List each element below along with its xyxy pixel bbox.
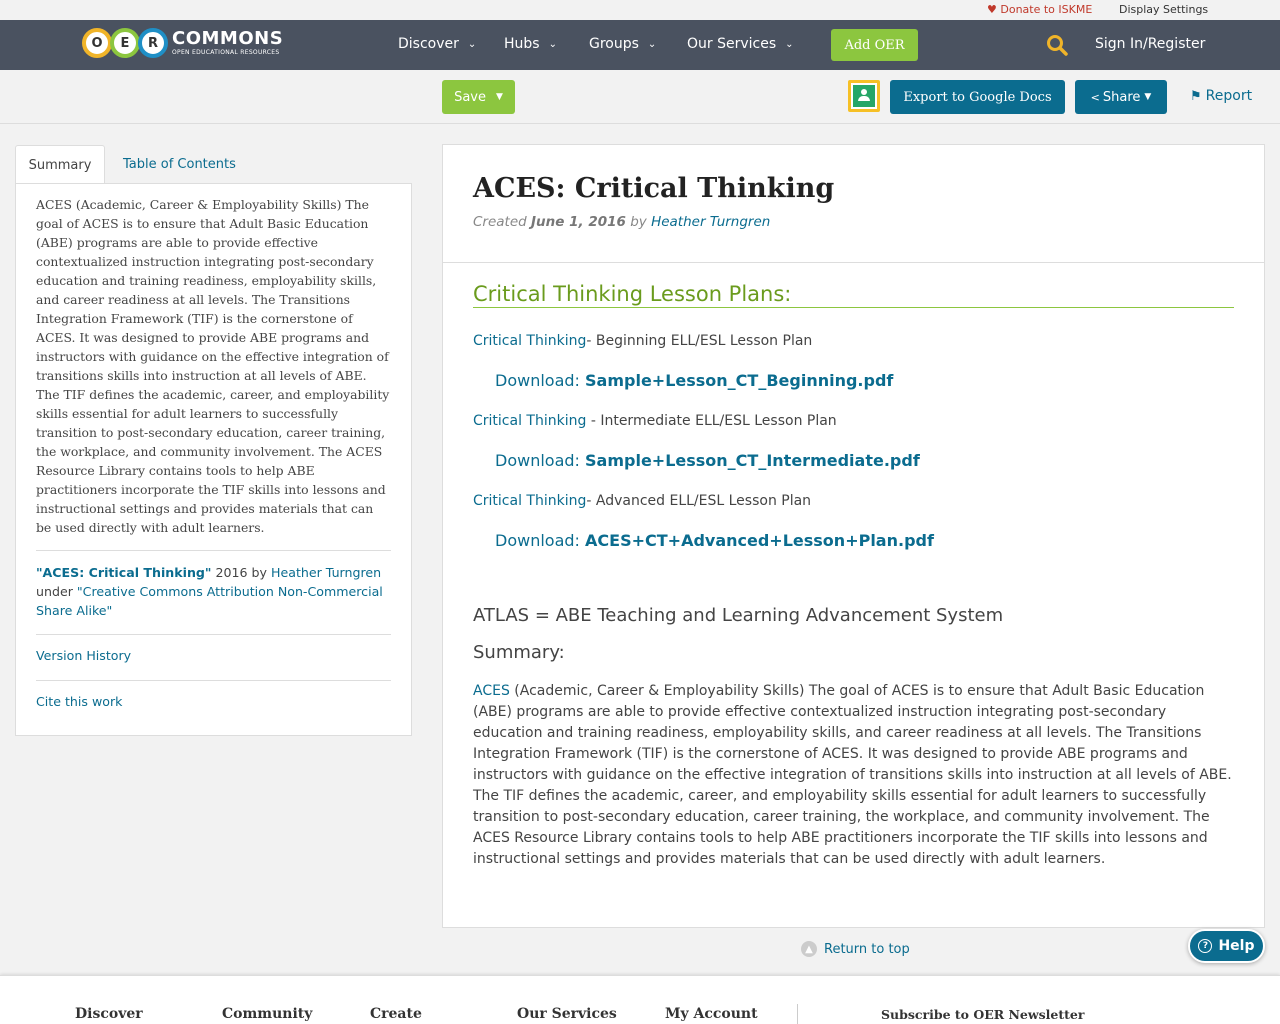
donate-label: Donate to ISKME [1000, 3, 1093, 16]
lesson-text: - Advanced ELL/ESL Lesson Plan [586, 493, 812, 509]
download-file-link[interactable]: Sample+Lesson_CT_Intermediate.pdf [585, 451, 920, 470]
share-label: Share [1102, 89, 1141, 105]
atlas-heading: ATLAS = ABE Teaching and Learning Advancement System [473, 605, 1004, 626]
tab-summary[interactable]: Summary [15, 145, 105, 185]
lesson-text: - Intermediate ELL/ESL Lesson Plan [586, 413, 837, 429]
nav-hubs[interactable] [504, 36, 557, 52]
summary-text [473, 681, 1237, 870]
oer-commons-logo[interactable] [82, 25, 283, 61]
sidebar-summary-text: ACES (Academic, Career & Employability Skills) The goal of ACES is to ensure that Adult Basic Education (ABE) programs are able to provide effective contextualized instruction integrating post-secondary education and training readiness, employability skills, and career readiness at all levels. The Transitions Integration Framework (TIF) is the cornerstone of ACES. It was designed to provide ABE programs and instructors with guidance on the effective integration of transitions skills into instruction at all levels of ABE. The TIF defines the academic, career, and employability skills essential for adult learners to successfully transition to post-secondary education, career training, the workplace, and community involvement. The ACES Resource Library contains tools to help ABE practitioners incorporate the TIF skills into lessons and instructional settings and provides materials that can be used directly with adult learners. [36, 197, 390, 535]
share-icon: < [1090, 90, 1100, 104]
nav-discover-label: Discover [398, 36, 459, 52]
sidebar [15, 145, 412, 736]
lesson-link[interactable]: Critical Thinking [473, 333, 587, 349]
footer-create[interactable]: Create [370, 1006, 422, 1022]
share-button[interactable] [1075, 80, 1167, 114]
section-heading: Critical Thinking Lesson Plans: [473, 282, 1234, 308]
display-settings-link[interactable]: Display Settings [1119, 3, 1209, 16]
resource-content [442, 144, 1265, 928]
chevron-down-icon: ⌄ [548, 38, 557, 50]
attribution-license-link[interactable]: "Creative Commons Attribution Non-Commercial Share Alike" [36, 584, 383, 618]
divider [36, 634, 391, 635]
nav-discover[interactable] [398, 36, 476, 52]
lesson-item [473, 333, 812, 349]
sidebar-panel [15, 183, 412, 736]
heart-icon: ♥ [987, 3, 997, 16]
caret-down-icon: ▼ [496, 92, 503, 102]
report-link[interactable] [1190, 88, 1252, 104]
arrow-up-icon: ▲ [801, 941, 817, 957]
tab-table-of-contents[interactable]: Table of Contents [123, 157, 236, 172]
footer-my-account[interactable]: My Account [665, 1006, 758, 1022]
lesson-text: - Beginning ELL/ESL Lesson Plan [586, 333, 813, 349]
summary-body: (Academic, Career & Employability Skills) The goal of ACES is to ensure that Adult Basic Education (ABE) programs are able to provide effective contextualized instruction integrating post-secondary education and training readiness, employability skills, and career readiness at all levels. The Transitions Integration Framework (TIF) is the cornerstone of ACES. It was designed to provide ABE programs and instructors with guidance on the effective integration of transitions skills into instruction at all levels of ABE. The TIF defines the academic, career, and employability skills essential for adult learners to successfully transition to post-secondary education, career training, the workplace, and community involvement. The ACES Resource Library contains tools to help ABE practitioners incorporate the TIF skills into lessons and instructional settings and provides materials that can be used directly with adult learners. [473, 683, 1232, 867]
question-icon: ? [1198, 939, 1212, 953]
nav-hubs-label: Hubs [504, 36, 540, 52]
lesson-item [473, 413, 837, 429]
logo-wordmark [172, 30, 283, 56]
return-to-top-link[interactable] [801, 941, 910, 957]
donate-link[interactable] [987, 3, 1092, 16]
export-google-docs-button[interactable]: Export to Google Docs [890, 80, 1065, 114]
cite-work-link[interactable]: Cite this work [36, 694, 123, 709]
lesson-item [473, 493, 811, 509]
footer-discover[interactable]: Discover [75, 1006, 143, 1022]
attribution-author-link[interactable]: Heather Turngren [271, 565, 382, 580]
author-link[interactable]: Heather Turngren [651, 214, 771, 230]
main-navbar [0, 20, 1280, 70]
summary-heading: Summary: [473, 642, 565, 663]
page-title: ACES: Critical Thinking [473, 173, 835, 204]
flag-icon: ⚑ [1190, 88, 1202, 104]
resource-meta [473, 214, 770, 230]
help-button[interactable] [1188, 929, 1265, 963]
return-to-top-label: Return to top [824, 941, 910, 957]
download-item [495, 371, 893, 390]
report-label: Report [1205, 88, 1253, 104]
logo-letter-o: O [82, 28, 112, 58]
lesson-link[interactable]: Critical Thinking [473, 413, 587, 429]
search-icon[interactable] [1046, 34, 1068, 56]
footer-divider [797, 1004, 798, 1024]
nav-groups-label: Groups [589, 36, 639, 52]
nav-our-services-label: Our Services [687, 36, 777, 52]
nav-our-services[interactable] [687, 36, 794, 52]
attribution [36, 563, 392, 620]
utility-bar [0, 0, 1280, 20]
footer-community[interactable]: Community [222, 1006, 313, 1022]
created-date: June 1, 2016 [531, 214, 626, 230]
attribution-title-link[interactable]: "ACES: Critical Thinking" [36, 565, 212, 580]
logo-letter-e: E [110, 28, 140, 58]
chevron-down-icon: ⌄ [785, 38, 794, 50]
sidebar-tabs [15, 145, 412, 184]
logo-letter-r: R [138, 28, 168, 58]
footer [0, 975, 1280, 1024]
footer-our-services[interactable]: Our Services [517, 1006, 617, 1022]
attribution-year-by: 2016 by [211, 565, 272, 580]
logo-word: COMMONS [172, 28, 284, 49]
aces-link[interactable]: ACES [473, 683, 510, 699]
chevron-down-icon: ⌄ [467, 38, 477, 50]
created-label: Created [473, 214, 532, 230]
save-label: Save [454, 89, 486, 105]
nav-groups[interactable] [589, 36, 656, 52]
download-file-link[interactable]: Sample+Lesson_CT_Beginning.pdf [585, 371, 894, 390]
logo-tagline: OPEN EDUCATIONAL RESOURCES [172, 49, 280, 56]
chevron-down-icon: ⌄ [647, 38, 657, 50]
newsletter-heading: Subscribe to OER Newsletter [881, 1007, 1085, 1022]
download-item [495, 531, 934, 550]
sign-in-register-link[interactable]: Sign In/Register [1095, 36, 1206, 52]
download-label: Download: [495, 371, 586, 390]
caret-down-icon: ▼ [1144, 92, 1152, 102]
resource-header [443, 145, 1264, 263]
google-classroom-icon[interactable] [848, 80, 880, 112]
version-history-link[interactable]: Version History [36, 648, 132, 663]
help-label: Help [1218, 938, 1255, 954]
lesson-link[interactable]: Critical Thinking [473, 493, 587, 509]
add-oer-button[interactable]: Add OER [831, 29, 918, 61]
attribution-under: under [36, 584, 77, 599]
download-label: Download: [495, 531, 586, 550]
resource-toolbar [0, 70, 1280, 124]
download-item [495, 451, 920, 470]
divider [36, 680, 391, 681]
divider [36, 550, 391, 551]
download-file-link[interactable]: ACES+CT+Advanced+Lesson+Plan.pdf [585, 531, 934, 550]
download-label: Download: [495, 451, 586, 470]
by-label: by [625, 214, 652, 230]
save-button[interactable] [442, 80, 515, 114]
